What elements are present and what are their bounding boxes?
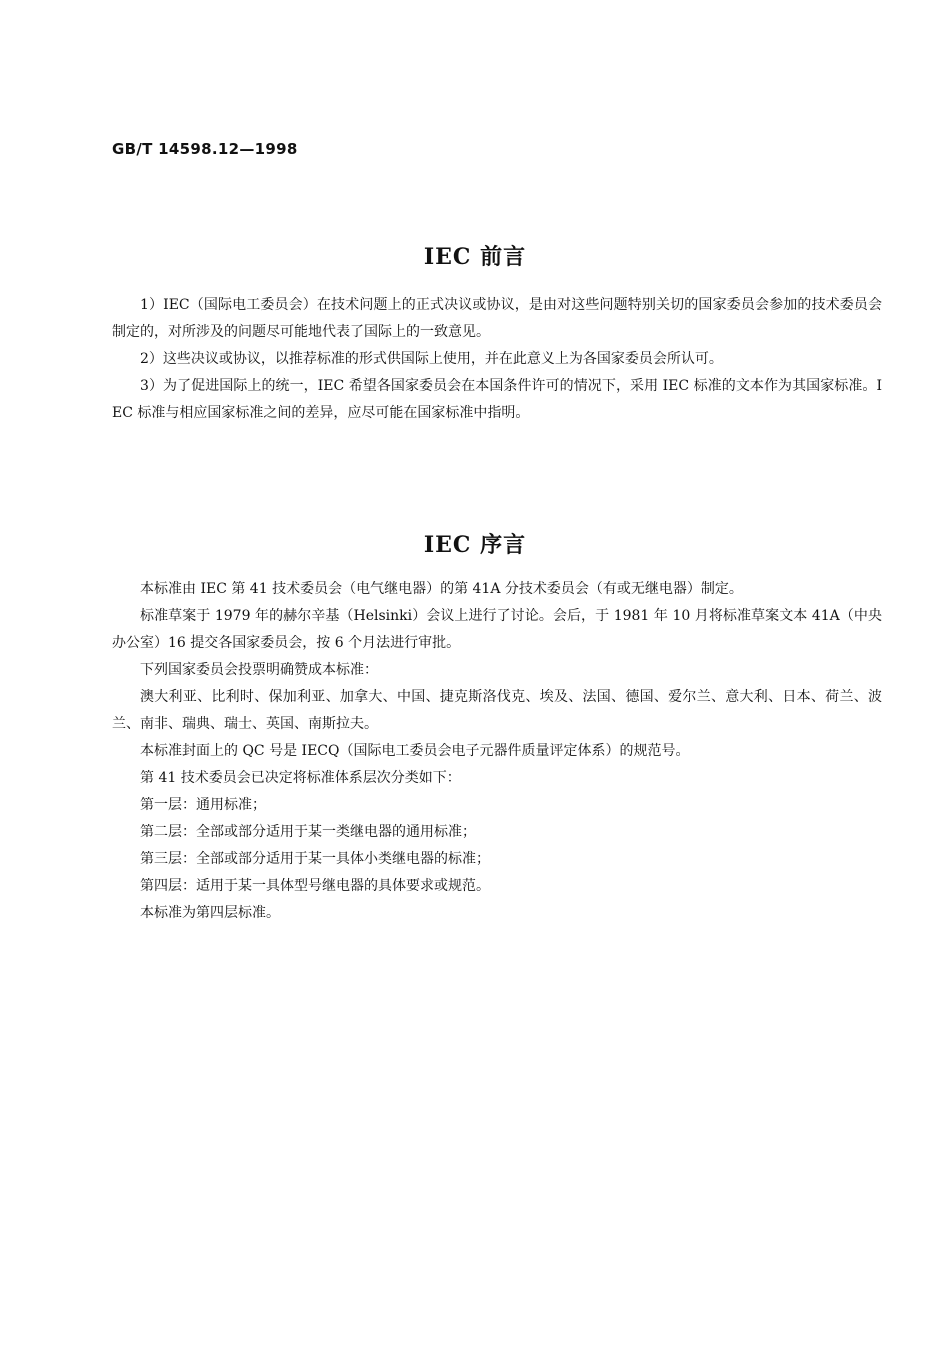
foreword-paragraph: 2）这些决议或协议，以推荐标准的形式供国际上使用，并在此意义上为各国家委员会所认可。 bbox=[140, 351, 723, 367]
preface-paragraph: 第三层：全部或部分适用于某一具体小类继电器的标准； bbox=[140, 851, 490, 867]
preface-paragraph: 本标准由 IEC 第 41 技术委员会（电气继电器）的第 41A 分技术委员会（有或无继电器）制定。 bbox=[140, 581, 743, 597]
preface-title: IEC 序言 bbox=[423, 532, 527, 558]
preface-paragraph: 本标准封面上的 QC 号是 IECQ（国际电工委员会电子元器件质量评定体系）的规范号。 bbox=[140, 743, 690, 759]
preface-paragraph: 第四层：适用于某一具体型号继电器的具体要求或规范。 bbox=[140, 878, 490, 894]
foreword-paragraph: 1）IEC（国际电工委员会）在技术问题上的正式决议或协议，是由对这些问题特别关切的国家委员会参加的技术委员会制定的，对所涉及的问题尽可能地代表了国际上的一致意见。 bbox=[112, 297, 882, 340]
foreword-paragraph: 3）为了促进国际上的统一，IEC 希望各国家委员会在本国条件许可的情况下，采用 IEC 标准的文本作为其国家标准。IEC 标准与相应国家标准之间的差异，应尽可能在国家标准中指明。 bbox=[112, 378, 882, 421]
foreword-body bbox=[112, 292, 882, 427]
standard-number: GB/T 14598.12—1998 bbox=[112, 140, 298, 158]
preface-paragraph: 本标准为第四层标准。 bbox=[140, 905, 280, 921]
preface-paragraph: 第一层：通用标准； bbox=[140, 797, 266, 813]
preface-paragraph: 下列国家委员会投票明确赞成本标准： bbox=[140, 662, 378, 678]
preface-paragraph: 标准草案于 1979 年的赫尔辛基（Helsinki）会议上进行了讨论。会后，于 1981 年 10 月将标准草案文本 41A（中央办公室）16 提交各国家委员会，按 6 个月法进行审批。 bbox=[112, 608, 882, 651]
foreword-title: IEC 前言 bbox=[423, 244, 527, 270]
preface-body bbox=[112, 576, 882, 927]
preface-paragraph: 澳大利亚、比利时、保加利亚、加拿大、中国、捷克斯洛伐克、埃及、法国、德国、爱尔兰、意大利、日本、荷兰、波兰、南非、瑞典、瑞士、英国、南斯拉夫。 bbox=[112, 689, 882, 732]
preface-paragraph: 第 41 技术委员会已决定将标准体系层次分类如下： bbox=[140, 770, 461, 786]
preface-paragraph: 第二层：全部或部分适用于某一类继电器的通用标准； bbox=[140, 824, 476, 840]
